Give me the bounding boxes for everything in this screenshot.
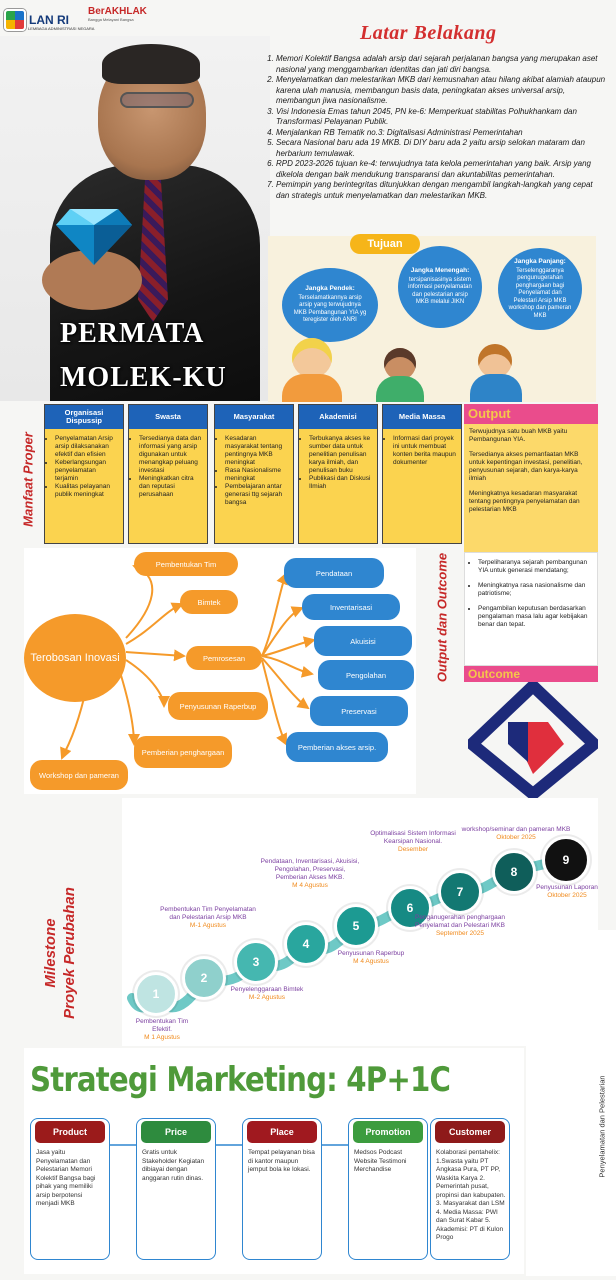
poster-title-line-2: MOLEK-KU bbox=[60, 362, 227, 393]
diamond-icon bbox=[56, 205, 132, 265]
milestone-step-label bbox=[260, 858, 360, 890]
manfaat-column bbox=[214, 404, 294, 544]
milestone-step-circle: 2 bbox=[182, 956, 226, 1000]
terobosan-akuisisi: Akuisisi bbox=[314, 626, 412, 656]
tujuan-panjang-title: Jangka Panjang: bbox=[514, 258, 566, 265]
poster-title-line-1: PERMATA bbox=[60, 318, 205, 349]
tujuan-panjang-text: Terselenggaranya pengunugerahan penghargaan bagi Penyelamat dan Pelestari Arsip MKB workshop dan pameran MKB bbox=[508, 267, 572, 319]
tujuan-jangka-panjang-bubble bbox=[498, 248, 582, 330]
strategi-card-title: Place bbox=[247, 1121, 317, 1143]
milestone-step-title: Penyelenggaraan Bimtek bbox=[230, 986, 304, 993]
terobosan-bimtek: Bimtek bbox=[180, 590, 238, 614]
latar-item: 6. RPD 2023-2026 tujuan ke-4: terwujudnya tata kelola pemerintahan yang baik. Arsip yang dikelola dengan baik mendukung transparansi dan akuntabilitas pemerintahan. bbox=[276, 159, 606, 180]
milestone-step-circle: 1 bbox=[134, 972, 178, 1016]
strategi-card bbox=[348, 1118, 428, 1260]
manfaat-column-list bbox=[129, 429, 207, 499]
latar-item: 4. Menjalankan RB Tematik no.3: Digitalisasi Administrasi Pemerintahan bbox=[276, 128, 606, 139]
tujuan-menengah-title: Jangka Menengah: bbox=[410, 267, 470, 275]
latar-item: 2. Menyelamatkan dan melestarikan MKB dari kemusnahan atau hilang akibat alamiah ataupun karena ulah manusia, membangun basis data, peningkatan akses universal arsip, membangun jiwa nasionalisme. bbox=[276, 75, 606, 107]
berakhlak-logo bbox=[88, 6, 174, 32]
output-title: Output bbox=[464, 404, 598, 424]
terobosan-inventarisasi: Inventarisasi bbox=[302, 594, 400, 620]
strategi-card bbox=[136, 1118, 216, 1260]
milestone-step-title: Pendataan, Inventarisasi, Akuisisi, Pengolahan, Preservasi, Pemberian Akses MKB. bbox=[260, 858, 360, 881]
milestone-step-label bbox=[404, 914, 516, 938]
manfaat-item: • Informasi dari proyek ini untuk membuat konten berita maupun dokumenter bbox=[393, 435, 458, 467]
outcome-title: Outcome bbox=[464, 666, 598, 682]
milestone-step-date: Oktober 2025 bbox=[496, 834, 536, 841]
child-illustration-head bbox=[292, 338, 332, 378]
tujuan-pendek-text: Terselamatkannya arsip arsip yang terwujudnya MKB Pembangunan YIA yg teregister oleh ANRI bbox=[293, 294, 367, 324]
milestone-step-title: Pembentukan Tim Efektif. bbox=[135, 1018, 189, 1033]
manfaat-column-title: Akademisi bbox=[299, 405, 377, 429]
manfaat-item: • Terbukanya akses ke sumber data untuk penelitian penulisan karya ilmiah, dan penulisan buku bbox=[309, 435, 374, 475]
terobosan-pengolahan: Pengolahan bbox=[318, 660, 414, 690]
manfaat-item: • Tersedianya data dan informasi yang arsip digunakan untuk menangkap peluang investasi bbox=[139, 435, 204, 475]
milestone-step-circle: 8 bbox=[492, 850, 536, 894]
strategi-card-body: Kolaborasi pentahelix: 1.Swasta yaitu PT Angkasa Pura, PT PP, Waskita Karya 2. Pemerintah pusat, propinsi dan kabupaten. 3. Masyarakat dan LSM 4. Media Massa: PWI dan Surat Kabar 5. Akademisi: PT di Kulon Progo bbox=[436, 1149, 506, 1241]
terobosan-preservasi: Preservasi bbox=[310, 696, 408, 726]
strategi-card-body: Tempat pelayanan bisa di kantor maupun jemput bola ke lokasi. bbox=[248, 1149, 315, 1173]
output-box bbox=[464, 424, 598, 552]
manfaat-item: • Publikasi dan Diskusi Ilmiah bbox=[309, 475, 374, 491]
milestone-step-title: Penganugerahan penghargaan Penyelamat dan Pelestari MKB bbox=[414, 914, 505, 929]
manfaat-column-list bbox=[299, 429, 377, 491]
tujuan-title: Tujuan bbox=[350, 234, 420, 254]
terobosan-workshop-pameran: Workshop dan pameran bbox=[30, 760, 128, 790]
berakhlak-logo-subtext: Bangga Melayani Bangsa bbox=[88, 17, 134, 22]
milestone-step-label bbox=[126, 1018, 198, 1042]
milestone-step-title: Optimalisasi Sistem Informasi Kearsipan Nasional. bbox=[370, 830, 456, 845]
manfaat-column-title: Media Massa bbox=[383, 405, 461, 429]
milestone-step-circle: 7 bbox=[438, 870, 482, 914]
strategi-card bbox=[30, 1118, 110, 1260]
latar-belakang-title: Latar Belakang bbox=[360, 22, 497, 44]
outcome-item: • Pengambilan keputusan berdasarkan pengalaman masa lalu agar kebijakan benar dan tepat. bbox=[478, 605, 592, 629]
child-illustration-body bbox=[470, 374, 522, 402]
child-illustration-head bbox=[478, 344, 512, 378]
milestone-step-date: M 4 Agustus bbox=[292, 882, 328, 889]
terobosan-pemrosesan: Pemrosesan bbox=[186, 646, 262, 670]
outcome-item: • Meningkatnya rasa nasionalisme dan patriotisme; bbox=[478, 582, 592, 598]
child-illustration-body bbox=[376, 376, 424, 402]
manfaat-proper-label: Manfaat Proper bbox=[20, 432, 36, 527]
milestone-step-circle: 4 bbox=[284, 922, 328, 966]
manfaat-column bbox=[382, 404, 462, 544]
milestone-label-line-1: Milestone bbox=[42, 918, 59, 988]
side-brand-subtitle-1: Penyelamatan dan Pelestarian bbox=[597, 1075, 607, 1178]
manfaat-item: • Pembelajaran antar generasi ttg sejarah bangsa bbox=[225, 483, 290, 507]
lan-ri-logo-text: LAN RI bbox=[29, 13, 69, 27]
lan-ri-logo bbox=[4, 6, 95, 34]
milestone-step-title: Penyusunan Raperbup bbox=[337, 950, 405, 957]
milestone-step-date: M 1 Agustus bbox=[144, 1034, 180, 1041]
latar-item: 1. Memori Kolektif Bangsa adalah arsip dari sejarah perjalanan bangsa yang merupakan aset nasional yang menggambarkan identitas dan jati diri bangsa. bbox=[276, 54, 606, 75]
terobosan-pemberian-penghargaan: Pemberian penghargaan bbox=[134, 736, 232, 768]
milestone-step-date: Oktober 2025 bbox=[547, 892, 587, 899]
milestone-step-circle: 5 bbox=[334, 904, 378, 948]
tujuan-jangka-menengah-bubble bbox=[398, 246, 482, 328]
manfaat-item: • Kualitas pelayanan publik meningkat bbox=[55, 483, 120, 499]
strategi-card bbox=[242, 1118, 322, 1260]
milestone-step-circle: 3 bbox=[234, 940, 278, 984]
manfaat-item: • Meningkatkan citra dan reputasi perusahaan bbox=[139, 475, 204, 499]
milestone-step-label bbox=[226, 986, 308, 1002]
strategi-card-body: Gratis untuk Stakeholder Kegiatan dibiayai dengan anggaran rutin dinas. bbox=[142, 1149, 205, 1182]
strategi-card-title: Price bbox=[141, 1121, 211, 1143]
strategi-card-title: Promotion bbox=[353, 1121, 423, 1143]
outcome-item: • Terpeliharanya sejarah pembangunan YIA untuk generasi mendatang; bbox=[478, 559, 592, 575]
milestone-step-date: M-1 Agustus bbox=[189, 922, 227, 929]
milestone-step-date: Desember bbox=[398, 846, 428, 853]
milestone-step-date: September 2025 bbox=[435, 930, 485, 937]
milestone-step-label bbox=[160, 906, 256, 930]
strategi-card-body: Medsos Podcast Website Testimoni Merchandise bbox=[354, 1149, 407, 1173]
latar-item: 7. Pemimpin yang berintegritas ditunjukkan dengan mengambil langkah-langkah yang cepat dan strategis untuk menyelamatkan dan melestarikan MKB. bbox=[276, 180, 606, 201]
milestone-step-title: Pembentukan Tim Penyelamatan dan Pelestarian Arsip MKB bbox=[160, 906, 256, 921]
terobosan-inovasi-center: Terobosan Inovasi bbox=[24, 614, 126, 702]
milestone-step-circle: 6 bbox=[388, 886, 432, 930]
latar-belakang-list bbox=[266, 54, 606, 201]
milestone-step-title: workshop/seminar dan pameran MKB bbox=[461, 826, 571, 833]
child-illustration-body bbox=[282, 374, 342, 402]
terobosan-pembentukan-tim: Pembentukan Tim bbox=[134, 552, 238, 576]
output-item: Terwujudnya satu buah MKB yaitu Pembangunan YIA. bbox=[469, 428, 568, 443]
tujuan-jangka-pendek-bubble bbox=[282, 268, 378, 342]
manfaat-item: • Rasa Nasionalisme meningkat bbox=[225, 467, 290, 483]
lan-ri-logo-subtext: LEMBAGA ADMINISTRASI NEGARA bbox=[28, 26, 95, 31]
manfaat-item: • Kesadaran masyarakat tentang pentingnya MKB meningkat bbox=[225, 435, 290, 467]
lan-ri-emblem-icon bbox=[4, 9, 26, 31]
manfaat-column-title: Swasta bbox=[129, 405, 207, 429]
portrait-glasses bbox=[120, 92, 194, 108]
strategi-card bbox=[430, 1118, 510, 1260]
output-item: Meningkatnya kesadaran masyarakat tentang pentingnya penyelamatan dan pelestarian MKB bbox=[469, 490, 580, 513]
milestone-step-circle: 9 bbox=[542, 836, 590, 884]
berakhlak-logo-text: BerAKHLAK bbox=[88, 6, 147, 17]
tujuan-pendek-title: Jangka Pendek: bbox=[305, 285, 355, 293]
permata-molek-logo-icon bbox=[468, 682, 598, 798]
output-outcome-label: Output dan Outcome bbox=[434, 552, 450, 683]
latar-item: 3. Visi Indonesia Emas tahun 2045, PN ke-6: Memperkuat stabilitas Polhukhankam dan Transformasi Pelayanan Publik. bbox=[276, 107, 606, 128]
manfaat-column-list bbox=[45, 429, 123, 499]
milestone-label-line-2: Proyek Perubahan bbox=[61, 887, 78, 1019]
portrait-hair bbox=[102, 44, 200, 84]
milestone-step-date: M 4 Agustus bbox=[353, 958, 389, 965]
strategi-card-title: Customer bbox=[435, 1121, 505, 1143]
manfaat-column-list bbox=[215, 429, 293, 507]
terobosan-penyusunan-raperbup: Penyusunan Raperbup bbox=[168, 692, 268, 720]
milestone-step-label bbox=[532, 884, 602, 900]
terobosan-pendataan: Pendataan bbox=[284, 558, 384, 588]
manfaat-column-list bbox=[383, 429, 461, 467]
milestone-step-label bbox=[368, 830, 458, 854]
output-item: Tersedianya akses pemanfaatan MKB untuk kepentingan investasi, penelitian, penyusunan sejarah, dan karya-karya ilmiah bbox=[469, 451, 583, 482]
manfaat-item: • Penyelamatan Arsip arsip dilaksanakan efektif dan efisien bbox=[55, 435, 120, 459]
latar-item: 5. Secara Nasional baru ada 19 MKB. Di DIY baru ada 2 yaitu arsip selokan mataram dan herbarium temulawak. bbox=[276, 138, 606, 159]
milestone-step-title: Penyusunan Laporan bbox=[536, 884, 598, 891]
milestone-step-date: M-2 Agustus bbox=[248, 994, 286, 1001]
strategi-card-title: Product bbox=[35, 1121, 105, 1143]
manfaat-column bbox=[128, 404, 208, 544]
manfaat-column bbox=[44, 404, 124, 544]
manfaat-column bbox=[298, 404, 378, 544]
outcome-box bbox=[464, 552, 598, 666]
manfaat-column-title: Organisasi Dispussip bbox=[45, 405, 123, 429]
manfaat-item: • Keberlangsungan penyelamatan terjamin bbox=[55, 459, 120, 483]
milestone-label bbox=[41, 853, 79, 1053]
terobosan-pemberian-akses: Pemberian akses arsip. bbox=[286, 732, 388, 762]
manfaat-column-title: Masyarakat bbox=[215, 405, 293, 429]
strategi-card-body: Jasa yaitu Penyelamatan dan Pelestarian Memori Kolektif Bangsa bagi pihak yang memiliki arsip berpotensi menjadi MKB bbox=[36, 1149, 96, 1207]
milestone-step-label bbox=[330, 950, 412, 966]
strategi-marketing-title: Strategi Marketing: 4P+1C bbox=[30, 1060, 451, 1100]
tujuan-menengah-text: tersipanisasinya sistem informasi penyelamatan dan pelestarian arsip MKB melalui JIKN bbox=[408, 276, 472, 306]
